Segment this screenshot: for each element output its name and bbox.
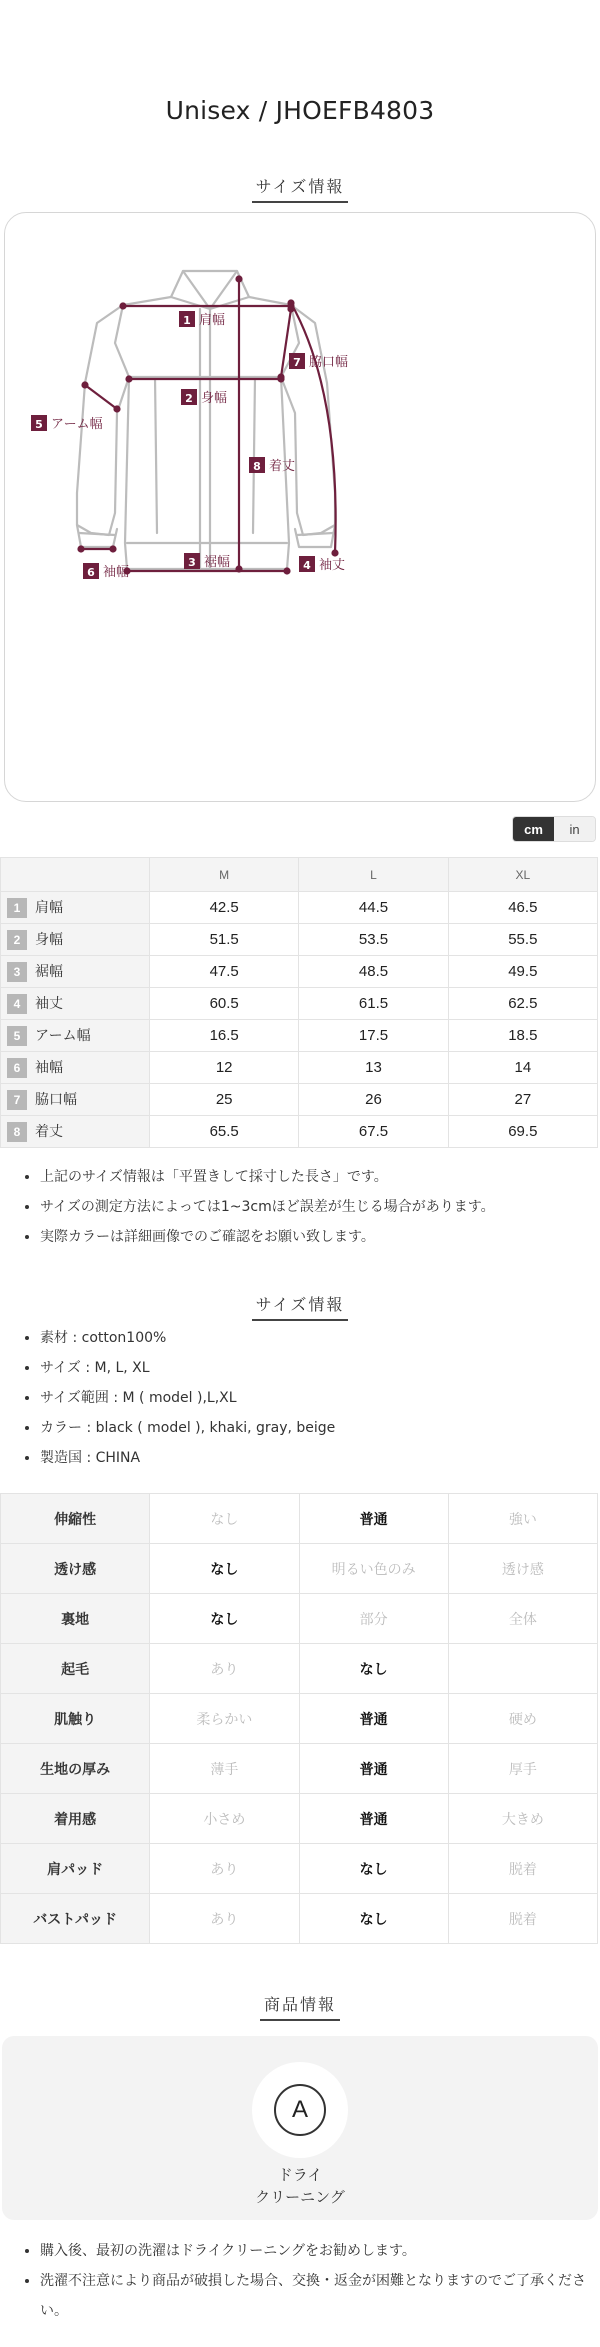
product-title: Unisex / JHOEFB4803	[165, 96, 435, 125]
table-row	[1, 1020, 598, 1052]
attribute-option-selected: 普通	[299, 1694, 448, 1744]
diagram-label-6	[83, 563, 129, 580]
unit-toggle	[512, 816, 596, 842]
row-label: 袖幅	[35, 1060, 63, 1076]
attribute-option: 硬め	[448, 1694, 597, 1744]
attribute-label: 起毛	[1, 1644, 150, 1694]
attribute-option: 脱着	[448, 1844, 597, 1894]
svg-text:肩幅: 肩幅	[199, 313, 226, 328]
arm-width-line	[85, 385, 117, 409]
table-row	[1, 1644, 598, 1694]
size-value: 42.5	[150, 892, 299, 924]
attribute-option: 大きめ	[448, 1794, 597, 1844]
unit-cm-button[interactable]: cm	[513, 817, 554, 841]
attribute-option-selected: なし	[150, 1544, 299, 1594]
attribute-option: 脱着	[448, 1894, 597, 1944]
row-label: 脇口幅	[35, 1092, 77, 1108]
size-col-l: L	[299, 858, 448, 892]
size-notes-list	[40, 1162, 590, 1252]
svg-text:袖丈: 袖丈	[319, 558, 346, 573]
size-value: 55.5	[448, 924, 597, 956]
attribute-option-selected: なし	[299, 1644, 448, 1694]
svg-text:4: 4	[303, 559, 311, 572]
diagram-label-3	[184, 553, 230, 570]
list-item: • カラー : black ( model ), khaki, gray, beige	[40, 1413, 590, 1443]
attribute-label: 肩パッド	[1, 1844, 150, 1894]
diagram-label-5	[31, 415, 103, 432]
table-row	[1, 1844, 598, 1894]
list-item: • 実際カラーは詳細画像でのご確認をお願い致します。	[40, 1222, 590, 1252]
attribute-option: 柔らかい	[150, 1694, 299, 1744]
left-pleat	[155, 377, 157, 533]
svg-text:7: 7	[293, 356, 301, 369]
svg-text:身幅: 身幅	[201, 391, 228, 406]
attribute-option: 部分	[299, 1594, 448, 1644]
attribute-label: 着用感	[1, 1794, 150, 1844]
row-label: 袖丈	[35, 996, 63, 1012]
size-value: 53.5	[299, 924, 448, 956]
care-label-line1: ドライ	[277, 2166, 323, 2184]
diagram-label-4	[299, 556, 345, 573]
table-row	[1, 924, 598, 956]
spec-section-title: サイズ情報	[252, 1292, 349, 1321]
size-table	[0, 857, 598, 1148]
attribute-option-selected: なし	[299, 1894, 448, 1944]
row-number-badge: 6	[7, 1058, 27, 1078]
svg-text:6: 6	[87, 566, 95, 579]
table-row	[1, 1084, 598, 1116]
row-label: 身幅	[35, 932, 63, 948]
attribute-option: 小さめ	[150, 1794, 299, 1844]
list-item: • 洗濯不注意により商品が破損した場合、交換・返金が困難となりますのでご了承ください。	[40, 2266, 590, 2326]
row-label: アーム幅	[35, 1028, 91, 1044]
attribute-label: 伸縮性	[1, 1494, 150, 1544]
row-label: 着丈	[35, 1124, 63, 1140]
size-col-m: M	[150, 858, 299, 892]
care-label	[2, 2164, 598, 2208]
attribute-option: 強い	[448, 1494, 597, 1544]
attribute-option: あり	[150, 1644, 299, 1694]
size-value: 17.5	[299, 1020, 448, 1052]
row-label: 肩幅	[35, 900, 63, 916]
attribute-option-selected: なし	[150, 1594, 299, 1644]
attribute-label: 生地の厚み	[1, 1744, 150, 1794]
size-section-heading	[0, 174, 600, 203]
svg-text:アーム幅: アーム幅	[51, 417, 103, 432]
list-item: • 上記のサイズ情報は「平置きして採寸した長さ」です。	[40, 1162, 590, 1192]
list-item: • サイズ範囲 : M ( model ),L,XL	[40, 1383, 590, 1413]
table-row	[1, 1894, 598, 1944]
fabric-attributes-table	[0, 1493, 598, 1944]
svg-text:8: 8	[253, 460, 261, 473]
attribute-option: なし	[150, 1494, 299, 1544]
size-value: 27	[448, 1084, 597, 1116]
svg-text:脇口幅: 脇口幅	[309, 355, 349, 370]
attribute-label: 透け感	[1, 1544, 150, 1594]
attribute-option: 厚手	[448, 1744, 597, 1794]
table-row	[1, 1494, 598, 1544]
size-value: 51.5	[150, 924, 299, 956]
list-item: • 製造国 : CHINA	[40, 1443, 590, 1473]
svg-text:着丈: 着丈	[269, 459, 296, 474]
product-info-title: 商品情報	[260, 1992, 340, 2021]
care-notes-list	[40, 2236, 590, 2326]
spec-list	[40, 1323, 590, 1473]
attribute-option-selected: 普通	[299, 1794, 448, 1844]
table-row	[1, 892, 598, 924]
list-item: • サイズ : M, L, XL	[40, 1353, 590, 1383]
size-value: 61.5	[299, 988, 448, 1020]
size-value: 48.5	[299, 956, 448, 988]
diagram-label-8	[249, 457, 295, 474]
row-number-badge: 1	[7, 898, 27, 918]
size-table-corner	[1, 858, 150, 892]
spec-section-heading	[0, 1292, 600, 1321]
table-row	[1, 1694, 598, 1744]
size-value: 62.5	[448, 988, 597, 1020]
attribute-option	[448, 1644, 597, 1694]
row-number-badge: 8	[7, 1122, 27, 1142]
attribute-label: バストパッド	[1, 1894, 150, 1944]
table-row	[1, 1744, 598, 1794]
attribute-option-selected: なし	[299, 1844, 448, 1894]
table-row	[1, 988, 598, 1020]
jacket-diagram-svg	[5, 213, 597, 803]
diagram-label-7	[289, 353, 348, 370]
list-item: • サイズの測定方法によっては1~3cmほど誤差が生じる場合があります。	[40, 1192, 590, 1222]
attribute-label: 裏地	[1, 1594, 150, 1644]
row-number-badge: 2	[7, 930, 27, 950]
svg-text:3: 3	[188, 556, 196, 569]
attribute-option: あり	[150, 1894, 299, 1944]
right-pleat	[253, 377, 255, 533]
care-label-line2: クリーニング	[255, 2188, 345, 2206]
attribute-option-selected: 普通	[299, 1494, 448, 1544]
svg-text:袖幅: 袖幅	[103, 565, 130, 580]
size-value: 60.5	[150, 988, 299, 1020]
table-row	[1, 1794, 598, 1844]
size-table-header	[1, 858, 598, 892]
size-value: 18.5	[448, 1020, 597, 1052]
size-value: 69.5	[448, 1116, 597, 1148]
size-value: 67.5	[299, 1116, 448, 1148]
dry-clean-icon: A	[274, 2084, 326, 2136]
size-value: 13	[299, 1052, 448, 1084]
attribute-option: 透け感	[448, 1544, 597, 1594]
row-number-badge: 5	[7, 1026, 27, 1046]
size-diagram	[4, 212, 596, 802]
unit-in-button[interactable]: in	[554, 817, 595, 841]
table-row	[1, 1544, 598, 1594]
row-number-badge: 3	[7, 962, 27, 982]
svg-text:2: 2	[185, 392, 193, 405]
row-label: 裾幅	[35, 964, 63, 980]
attribute-label: 肌触り	[1, 1694, 150, 1744]
attribute-option: あり	[150, 1844, 299, 1894]
size-value: 46.5	[448, 892, 597, 924]
table-row	[1, 1116, 598, 1148]
table-row	[1, 956, 598, 988]
row-number-badge: 7	[7, 1090, 27, 1110]
table-row	[1, 1594, 598, 1644]
svg-text:裾幅: 裾幅	[204, 555, 231, 570]
size-value: 25	[150, 1084, 299, 1116]
product-info-heading	[0, 1992, 600, 2021]
svg-text:1: 1	[183, 314, 191, 327]
size-value: 14	[448, 1052, 597, 1084]
size-value: 65.5	[150, 1116, 299, 1148]
size-value: 44.5	[299, 892, 448, 924]
attribute-option: 全体	[448, 1594, 597, 1644]
care-instructions-box	[2, 2036, 598, 2220]
attribute-option: 明るい色のみ	[299, 1544, 448, 1594]
diagram-label-1	[179, 311, 225, 328]
table-row	[1, 1052, 598, 1084]
list-item: • 購入後、最初の洗濯はドライクリーニングをお勧めします。	[40, 2236, 590, 2266]
size-value: 26	[299, 1084, 448, 1116]
attribute-option: 薄手	[150, 1744, 299, 1794]
size-value: 49.5	[448, 956, 597, 988]
svg-text:5: 5	[35, 418, 43, 431]
list-item: • 素材 : cotton100%	[40, 1323, 590, 1353]
body-outline	[115, 297, 299, 569]
size-col-xl: XL	[448, 858, 597, 892]
attribute-option-selected: 普通	[299, 1744, 448, 1794]
size-value: 16.5	[150, 1020, 299, 1052]
care-icon-circle	[252, 2062, 348, 2158]
size-value: 12	[150, 1052, 299, 1084]
size-section-title: サイズ情報	[252, 174, 349, 203]
row-number-badge: 4	[7, 994, 27, 1014]
diagram-label-2	[181, 389, 227, 406]
size-value: 47.5	[150, 956, 299, 988]
